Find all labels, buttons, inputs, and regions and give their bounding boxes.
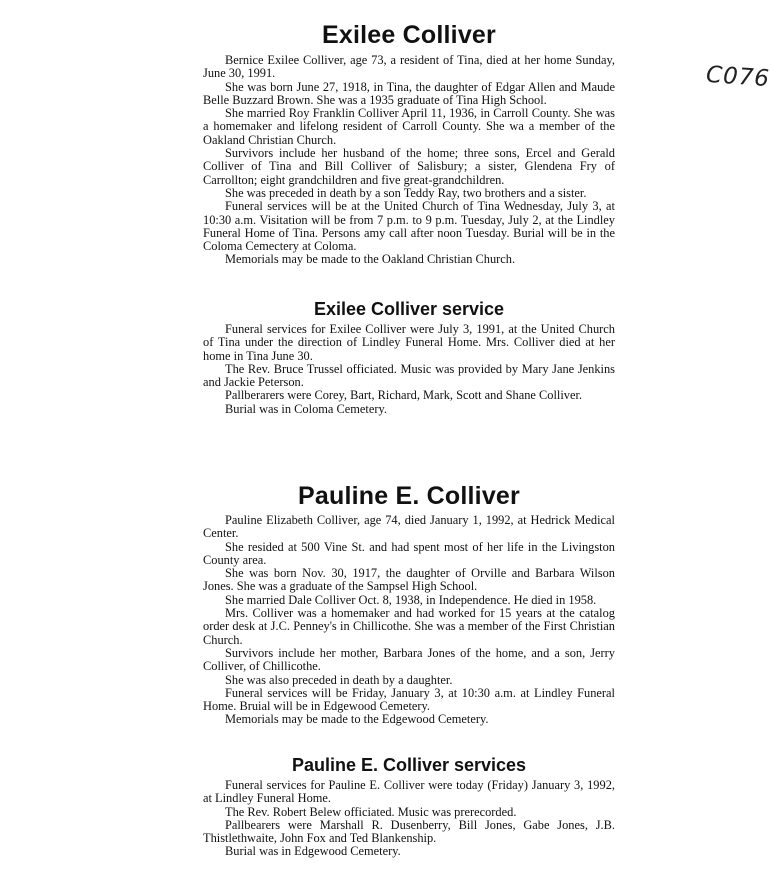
obituary-pauline-e-colliver: [203, 481, 615, 727]
service-title: Pauline E. Colliver services: [291, 755, 527, 775]
obituary-paragraph: Funeral services will be Friday, January 3, at 10:30 a.m. at Lindley Funeral Home. Bruial will be in Edgewood Cemetery.: [203, 685, 615, 714]
service-paragraph: Pallberarers were Corey, Bart, Richard, Mark, Scott and Shane Colliver.: [225, 388, 583, 403]
service-paragraph: The Rev. Robert Belew officiated. Music was prerecorded.: [225, 804, 517, 819]
obituary-paragraph: Bernice Exilee Colliver, age 73, a resident of Tina, died at her home Sunday, June 30, 1991.: [203, 53, 615, 81]
obituary-paragraph: Survivors include her mother, Barbara Jones of the home, and a son, Jerry Colliver, of Chillicothe.: [203, 645, 615, 674]
obituary-paragraph: She was born June 27, 1918, in Tina, the daughter of Edgar Allen and Maude Belle Buzzard Brown. She was a 1935 graduate of Tina High School.: [203, 79, 615, 107]
obituary-paragraph: She was preceded in death by a son Teddy Ray, two brothers and a sister.: [225, 185, 587, 200]
obituary-paragraph: Memorials may be made to the Oakland Christian Church.: [225, 252, 516, 267]
obituary-paragraph: She married Roy Franklin Colliver April 11, 1936, in Carroll County. She was a homemaker and lifelong resident of Carroll County. She wa a member of the Oakland Christian Church.: [203, 106, 615, 147]
service-paragraph: Funeral services for Exilee Colliver were July 3, 1991, at the United Church of Tina under the direction of Lindley Funeral Home. Mrs. Colliver died at her home in Tina June 30.: [203, 322, 615, 363]
handwritten-margin-note: C076: [705, 61, 771, 93]
obituary-exilee-colliver: [203, 20, 615, 267]
obituary-paragraph: Funeral services will be at the United Church of Tina Wednesday, July 3, at 10:30 a.m. Visitation will be from 7 p.m. to 9 p.m. Tuesday, July 2, at the Lindley Funeral Home of Tina. Persons amy call after noon Tuesday. Burial will be in the Coloma Cemectery at Coloma.: [203, 199, 615, 254]
service-paragraph: Funeral services for Pauline E. Colliver were today (Friday) January 3, 1992, at Lindley Funeral Home.: [203, 778, 615, 806]
obituary-title: Pauline E. Colliver: [298, 482, 520, 510]
obituary-paragraph: She was born Nov. 30, 1917, the daughter of Orville and Barbara Wilson Jones. She was a graduate of the Sampsel High School.: [203, 566, 615, 594]
service-paragraph: Burial was in Edgewood Cemetery.: [225, 844, 401, 859]
obituary-title: Exilee Colliver: [322, 21, 496, 49]
obituary-paragraph: She was also preceded in death by a daughter.: [225, 672, 453, 687]
service-notice-pauline-e-colliver: [203, 754, 615, 859]
obituary-paragraph: Pauline Elizabeth Colliver, age 74, died January 1, 1992, at Hedrick Medical Center.: [203, 513, 615, 541]
obituary-paragraph: Survivors include her husband of the home; three sons, Ercel and Gerald Colliver of Tina and Bill Colliver of Salisbury; a sister, Glendena Fry of Carrollton; eight grandchildren and five great-grandchildren.: [203, 146, 615, 187]
obituary-paragraph: Mrs. Colliver was a homemaker and had worked for 15 years at the catalog order desk at J.C. Penney's in Chillicothe. She was a member of the First Christian Church.: [203, 606, 615, 647]
service-paragraph: Burial was in Coloma Cemetery.: [225, 401, 387, 416]
service-paragraph: The Rev. Bruce Trussel officiated. Music was provided by Mary Jane Jenkins and Jackie Peterson.: [203, 361, 615, 390]
obituary-paragraph: Memorials may be made to the Edgewood Cemetery.: [225, 712, 489, 727]
obituary-paragraph: She resided at 500 Vine St. and had spent most of her life in the Livingston County area.: [203, 539, 615, 567]
service-paragraph: Pallbearers were Marshall R. Dusenberry, Bill Jones, Gabe Jones, J.B. Thistlethwaite, John Fox and Ted Blankenship.: [203, 817, 615, 846]
obituary-paragraph: She married Dale Colliver Oct. 8, 1938, in Independence. He died in 1958.: [225, 592, 597, 607]
service-title: Exilee Colliver service: [313, 299, 505, 319]
service-notice-exilee-colliver: [203, 298, 615, 416]
